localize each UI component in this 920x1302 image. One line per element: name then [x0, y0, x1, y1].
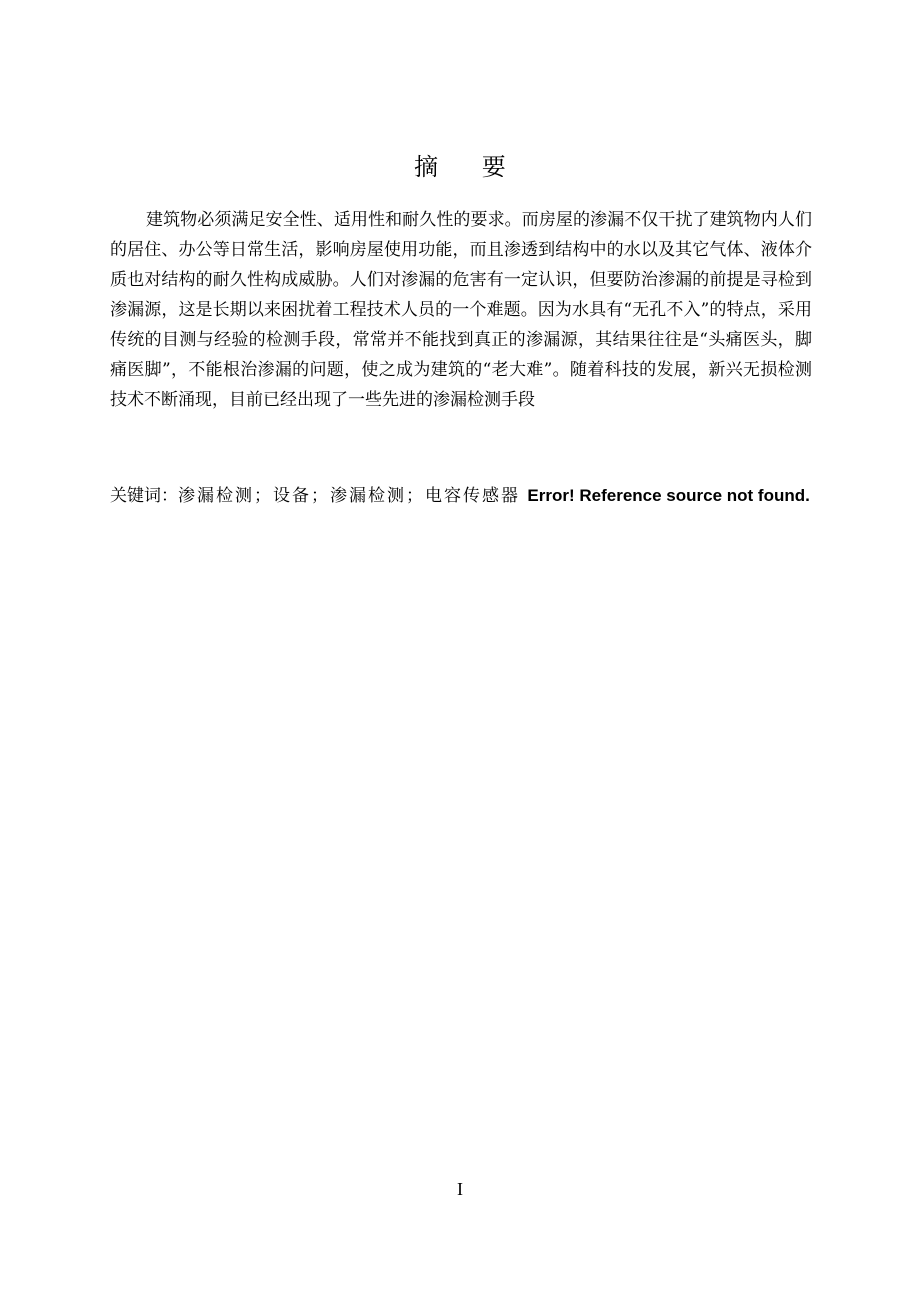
keywords-label: 关键词： [110, 486, 178, 506]
keywords-line [110, 482, 812, 510]
abstract-title: 摘 要 [414, 153, 524, 181]
page-number: I [457, 1179, 463, 1199]
keywords-list: 渗漏检测；设备；渗漏检测；电容传感器 [178, 486, 528, 506]
reference-error-text: Error! Reference source not found. [527, 486, 810, 505]
abstract-body: 建筑物必须满足安全性、适用性和耐久性的要求。而房屋的渗漏不仅干扰了建筑物内人们的居住、办公等日常生活，影响房屋使用功能，而且渗透到结构中的水以及其它气体、液体介质也对结构的耐久性构成威胁。人们对渗漏的危害有一定认识，但要防治渗漏的前提是寻检到渗漏源，这是长期以来困扰着工程技术人员的一个难题。因为水具有“无孔不入”的特点，采用传统的目测与经验的检测手段，常常并不能找到真正的渗漏源，其结果往往是“头痛医头，脚痛医脚”，不能根治渗漏的问题，使之成为建筑的“老大难”。随着科技的发展，新兴无损检测技术不断涌现，目前已经出现了一些先进的渗漏检测手段 [110, 210, 812, 410]
